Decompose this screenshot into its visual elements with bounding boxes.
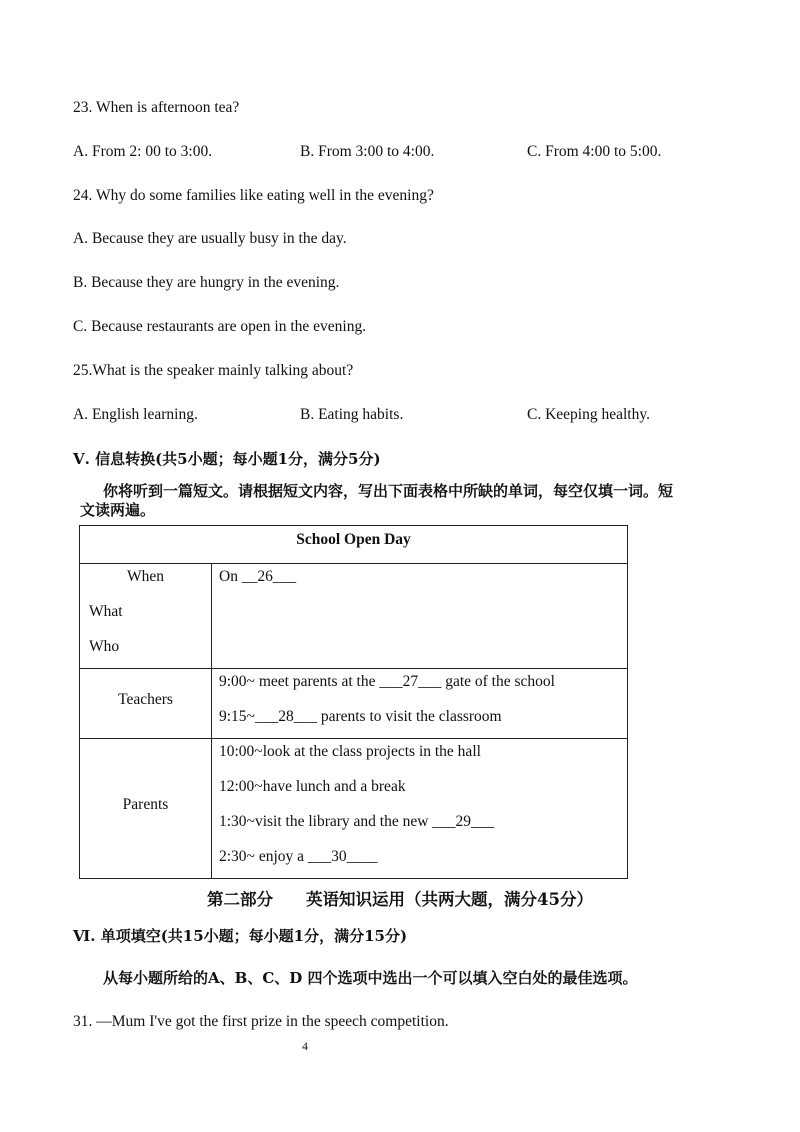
section-5-heading: Ⅴ. 信息转换(共5小题；每小题1分，满分5分) bbox=[73, 450, 381, 468]
question-25-option-a: A. English learning. bbox=[73, 406, 198, 423]
row-label-teachers: Teachers bbox=[118, 691, 173, 708]
question-25-option-c: C. Keeping healthy. bbox=[527, 406, 650, 423]
row-label-parents: Parents bbox=[122, 796, 169, 813]
table-row-label-cell bbox=[80, 669, 212, 739]
section-6-heading: Ⅵ. 单项填空(共15小题；每小题1分，满分15分) bbox=[73, 927, 408, 945]
question-24-option-b: B. Because they are hungry in the evening. bbox=[73, 274, 340, 291]
question-24-stem: 24. Why do some families like eating well in the evening? bbox=[73, 187, 434, 204]
section-5-instruction-line2: 文读两遍。 bbox=[80, 501, 156, 519]
row-label-who: Who bbox=[89, 638, 120, 655]
parents-line-1: 10:00~look at the class projects in the hall bbox=[219, 743, 481, 760]
table-title: School Open Day bbox=[296, 531, 411, 548]
table-row bbox=[80, 739, 628, 879]
part-2-heading: 第二部分 英语知识运用（共两大题，满分45分） bbox=[207, 890, 593, 909]
table-row-content-cell bbox=[212, 739, 628, 879]
parents-line-4: 2:30~ enjoy a ___30____ bbox=[219, 848, 378, 865]
blank-26-line: On __26___ bbox=[219, 568, 297, 585]
table-title-row bbox=[80, 526, 628, 564]
table-row-label-cell bbox=[80, 564, 212, 669]
question-31-stem: 31. —Mum I've got the first prize in the speech competition. bbox=[73, 1013, 449, 1030]
section-5-instruction-line1: 你将听到一篇短文。请根据短文内容，写出下面表格中所缺的单词，每空仅填一词。短 bbox=[103, 482, 674, 500]
teachers-line-1: 9:00~ meet parents at the ___27___ gate of the school bbox=[219, 673, 555, 690]
page-number: 4 bbox=[302, 1039, 308, 1053]
question-25-option-b: B. Eating habits. bbox=[300, 406, 404, 423]
question-23-option-c: C. From 4:00 to 5:00. bbox=[527, 143, 662, 160]
table-row bbox=[80, 564, 628, 669]
row-label-what: What bbox=[89, 603, 123, 620]
parents-line-2: 12:00~have lunch and a break bbox=[219, 778, 406, 795]
table-row-label-cell bbox=[80, 739, 212, 879]
table-title-cell bbox=[80, 526, 628, 564]
question-24-option-c: C. Because restaurants are open in the evening. bbox=[73, 318, 367, 335]
teachers-line-2: 9:15~___28___ parents to visit the classroom bbox=[219, 708, 502, 725]
school-open-day-table bbox=[79, 525, 628, 879]
question-23-option-a: A. From 2: 00 to 3:00. bbox=[73, 143, 213, 160]
question-23-option-b: B. From 3:00 to 4:00. bbox=[300, 143, 435, 160]
question-25-stem: 25.What is the speaker mainly talking about? bbox=[73, 362, 354, 379]
table-row bbox=[80, 669, 628, 739]
section-6-instruction: 从每小题所给的A、B、C、D 四个选项中选出一个可以填入空白处的最佳选项。 bbox=[103, 969, 638, 987]
table-row-content-cell bbox=[212, 564, 628, 669]
question-23-stem: 23. When is afternoon tea? bbox=[73, 99, 240, 116]
row-label-when: When bbox=[127, 568, 165, 585]
table-row-content-cell bbox=[212, 669, 628, 739]
question-24-option-a: A. Because they are usually busy in the day. bbox=[73, 230, 347, 247]
parents-line-3: 1:30~visit the library and the new ___29___ bbox=[219, 813, 495, 830]
